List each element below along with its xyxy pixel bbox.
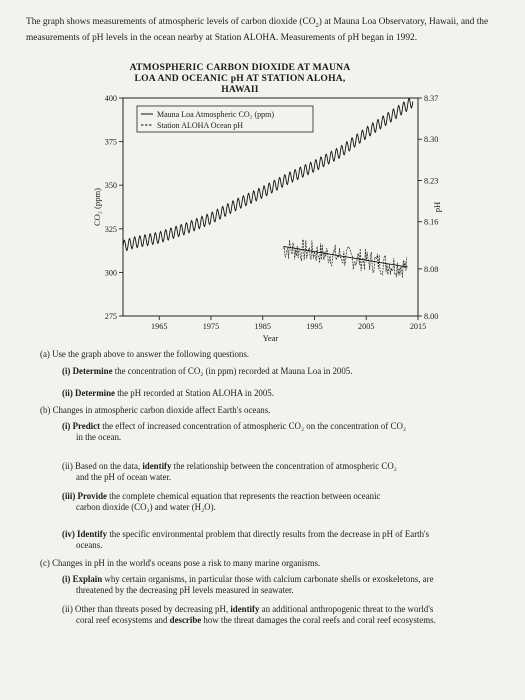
co2-ph-chart [88, 58, 448, 348]
legend-ph-label: Station ALOHA Ocean pH [157, 121, 243, 130]
question-b-iii [62, 491, 380, 502]
y-right-tick-label: 8.23 [424, 176, 439, 186]
y-left-tick-label: 275 [104, 312, 117, 321]
question-a-i-verb: (i) Determine [62, 366, 113, 376]
x-tick-label: 1995 [306, 322, 323, 331]
question-c-ii-text-d: how the threat damages the coral reefs and coral reef ecosystems. [201, 615, 436, 625]
x-tick-label: 2015 [409, 322, 427, 331]
x-tick-label: 1965 [151, 322, 168, 331]
question-c-i-verb: (i) Explain [62, 574, 103, 584]
question-b-iv-verb: (iv) Identify [62, 529, 108, 539]
question-c-ii [62, 604, 433, 615]
y-right-tick-label: 8.08 [424, 264, 439, 274]
y-left-tick-label: 300 [104, 268, 117, 278]
question-c-i-text-2: threatened by the decreasing pH levels measured in seawater. [76, 585, 294, 595]
question-c-i-cont [76, 585, 294, 596]
question-b-iii-text-2: carbon dioxide (CO₂) and water (H₂O). [76, 502, 216, 512]
legend-co2-label: Mauna Loa Atmospheric CO₂ (ppm) [157, 110, 274, 119]
question-b-ii [62, 461, 397, 472]
question-a-i-text: the concentration of CO₂ (in ppm) recorded at Mauna Loa in 2005. [112, 366, 353, 376]
question-b-i-cont [76, 432, 121, 443]
question-c [40, 558, 320, 569]
intro-subscript: 2 [315, 21, 319, 29]
x-tick-label: 1985 [254, 322, 271, 331]
question-b-iv-text-2: oceans. [76, 540, 103, 550]
question-c-i [62, 574, 434, 585]
question-b-iii-verb: (iii) Provide [62, 491, 107, 501]
question-b-i-text-2: in the ocean. [76, 432, 122, 442]
chart-title: ATMOSPHERIC CARBON DIOXIDE AT MAUNA LOA AND OCEANIC pH AT STATION ALOHA, HAWAII [129, 62, 351, 95]
question-c-ii-text-c: coral reef ecosystems and [76, 615, 170, 625]
question-b-iv [62, 529, 429, 540]
question-b-ii-cont [76, 472, 171, 483]
question-b-i-verb: (i) Predict [62, 421, 101, 431]
y-left-tick-label: 350 [104, 181, 117, 191]
y-right-tick-label: 8.30 [424, 135, 439, 145]
question-c-ii-text-b: an additional anthropogenic threat to the world's [259, 604, 434, 614]
question-b-ii-text-b: the relationship between the concentration of atmospheric CO₂ [171, 461, 397, 471]
intro-text-1: The graph shows measurements of atmospheric levels of carbon dioxide (CO [26, 17, 316, 27]
question-b-iv-cont [76, 540, 102, 551]
question-b-iii-cont [76, 502, 216, 513]
question-a-ii [62, 388, 274, 399]
question-a-ii-verb: (ii) Determine [62, 388, 115, 398]
y-left-tick-label: 400 [104, 94, 117, 103]
question-a-i [62, 366, 352, 377]
question-b-ii-text-2: and the pH of ocean water. [76, 472, 172, 482]
question-c-i-text: why certain organisms, in particular those with calcium carbonate shells or exoskeletons, are [102, 574, 434, 584]
question-c-text: (c) Changes in pH in the world's oceans pose a risk to many marine organisms. [40, 558, 321, 568]
question-b-i [62, 421, 406, 432]
y-left-tick-label: 375 [104, 137, 117, 147]
chart-container [88, 58, 448, 353]
intro-text-2: ) at Mauna Loa Observatory, Hawaii, and the measurements of pH levels in the ocean nearby at Station ALOHA. Measurements of pH began in 1992. [26, 17, 489, 44]
question-b-ii-text-a: (ii) Based on the data, [62, 461, 143, 471]
question-b-ii-verb: identify [142, 461, 172, 471]
question-b [40, 405, 270, 416]
y-left-axis-label: CO₂ (ppm) [92, 187, 102, 227]
x-tick-label: 2005 [358, 322, 375, 331]
x-tick-label: 1975 [202, 322, 220, 331]
y-left-tick-label: 325 [104, 224, 117, 234]
x-axis-label: Year [262, 333, 279, 343]
question-c-ii-cont [76, 615, 436, 626]
question-b-text: (b) Changes in atmospheric carbon dioxide affect Earth's oceans. [40, 405, 271, 415]
question-b-iii-text: the complete chemical equation that represents the reaction between oceanic [106, 491, 381, 501]
question-b-iv-text: the specific environmental problem that directly results from the decrease in pH of Earth's [107, 529, 430, 539]
question-a [40, 349, 249, 360]
y-right-axis-label: pH [432, 201, 442, 213]
question-a-text: (a) Use the graph above to answer the following questions. [40, 349, 250, 359]
y-right-tick-label: 8.16 [424, 217, 439, 227]
series-ph-line [283, 240, 406, 278]
question-c-ii-text-a: (ii) Other than threats posed by decreasing pH, [62, 604, 231, 614]
question-c-ii-verb-1: identify [230, 604, 260, 614]
y-right-tick-label: 8.00 [424, 312, 439, 321]
question-a-ii-text: the pH recorded at Station ALOHA in 2005. [114, 388, 274, 398]
y-right-tick-label: 8.37 [424, 94, 439, 103]
question-b-i-text: the effect of increased concentration of atmospheric CO₂ on the concentration of CO₂ [100, 421, 406, 431]
intro-paragraph [26, 16, 506, 46]
question-c-ii-verb-2: describe [169, 615, 202, 625]
